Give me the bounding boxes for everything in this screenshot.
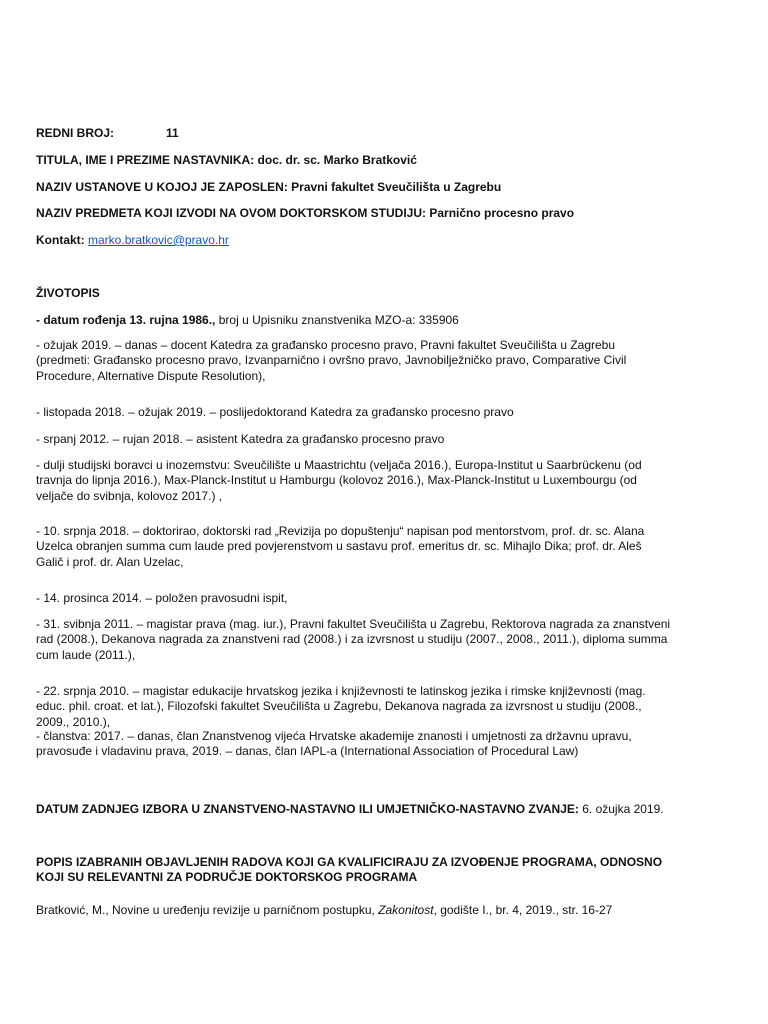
kontakt-label: Kontakt: (36, 233, 85, 247)
publication-entry (36, 903, 672, 918)
izbor-value: 6. ožujka 2019. (578, 802, 664, 816)
cv-item-postdoc: - listopada 2018. – ožujak 2019. – poslijedoktorand Katedra za građansko procesno pravo (36, 405, 514, 419)
birth-rest: broj u Upisniku znanstvenika MZO-a: 335906 (215, 313, 459, 327)
publication-journal: Zakonitost (378, 903, 434, 917)
titula-line: TITULA, IME I PREZIME NASTAVNIKA: doc. dr. sc. Marko Bratković (36, 153, 417, 167)
cv-item-boravci: - dulji studijski boravci u inozemstvu: Sveučilište u Maastrichtu (veljača 2016.), Europa-Institut u Saarbrückenu (od travnja do lipnja 2016.), Max-Planck-Institut u Hamburgu (kolovoz 2016.), Max-Planck-Institut u Luxembourgu (od veljače do svibnja, kolovoz 2017.) , (36, 458, 642, 503)
redni-broj-label: REDNI BROJ: (36, 126, 115, 140)
birth-line (36, 313, 672, 328)
cv-item-magistar-edukacije: - 22. srpnja 2010. – magistar edukacije hrvatskog jezika i književnosti te latinskog jezika i rimske književnosti (mag. educ. phil. croat. et lat.), Filozofski fakultet Sveučilišta u Zagrebu, Dekanova nagrada za izvrsnost u studiju (2008., 2009., 2010.), (36, 684, 646, 729)
email-link[interactable]: marko.bratkovic@pravo.hr (88, 233, 229, 247)
publication-authors-title: Bratković, M., Novine u uređenju revizije u parničnom postupku, (36, 903, 379, 917)
cv-item-doktorat: - 10. srpnja 2018. – doktorirao, doktorski rad „Revizija po dopuštenju“ napisan pod mentorstvom, prof. dr. sc. Alana Uzelca obranjen summa cum laude pred povjerenstvom u sastavu prof. emeritus dr. sc. Mihajlo Dika; prof. dr. Aleš Galič i prof. dr. Alan Uzelac, (36, 524, 645, 569)
cv-item-clanstva: - članstva: 2017. – danas, član Znanstvenog vijeća Hrvatske akademije znanosti i umjetnosti za državnu upravu, pravosuđe i vladavinu prava, 2019. – danas, član IAPL-a (International Association of Procedural Law) (36, 729, 632, 759)
publication-details: , godište I., br. 4, 2019., str. 16-27 (433, 903, 613, 917)
predmet-line: NAZIV PREDMETA KOJI IZVODI NA OVOM DOKTORSKOM STUDIJU: Parnično procesno pravo (36, 206, 575, 220)
kontakt-line (36, 233, 672, 248)
popis-heading: POPIS IZABRANIH OBJAVLJENIH RADOVA KOJI GA KVALIFICIRAJU ZA IZVOĐENJE PROGRAMA, ODNOSNO KOJI SU RELEVANTNI ZA PODRUČJE DOKTORSKOG PROGRAMA (36, 855, 663, 885)
cv-item-docent: - ožujak 2019. – danas – docent Katedra za građansko procesno pravo, Pravni fakultet Sveučilišta u Zagrebu (predmeti: Građansko procesno pravo, Izvanparnično i ovršno pravo, Javnobilježničko pravo, Comparative Civil Procedure, Alternative Dispute Resolution), (36, 338, 627, 383)
birth-date: - datum rođenja 13. rujna 1986., (36, 313, 216, 327)
redni-broj-line (36, 126, 672, 141)
ustanova-line: NAZIV USTANOVE U KOJOJ JE ZAPOSLEN: Pravni fakultet Sveučilišta u Zagrebu (36, 180, 502, 194)
cv-item-pravosudni: - 14. prosinca 2014. – položen pravosudni ispit, (36, 591, 288, 605)
zivotopis-heading: ŽIVOTOPIS (36, 286, 100, 300)
izbor-label: DATUM ZADNJEG IZBORA U ZNANSTVENO-NASTAVNO ILI UMJETNIČKO-NASTAVNO ZVANJE: (36, 802, 579, 816)
izbor-line (36, 802, 672, 817)
redni-broj-value: 11 (166, 126, 179, 140)
cv-item-magistar-prava: - 31. svibnja 2011. – magistar prava (mag. iur.), Pravni fakultet Sveučilišta u Zagrebu, Rektorova nagrada za znanstveni rad (2008.), Dekanova nagrada za znanstveni rad (2008.) i za izvrsnost u studiju (2007., 2008., 2011.), diploma summa cum laude (2011.), (36, 617, 671, 662)
cv-item-asistent: - srpanj 2012. – rujan 2018. – asistent Katedra za građansko procesno pravo (36, 432, 445, 446)
